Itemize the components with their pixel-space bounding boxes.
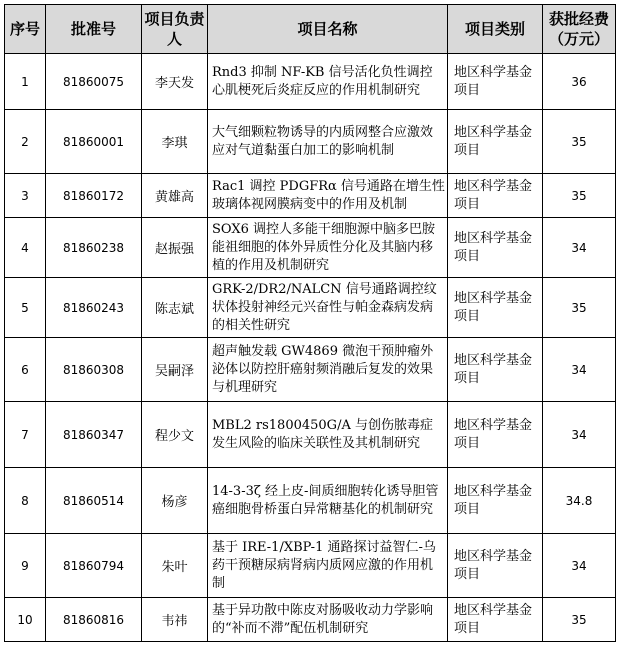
cell-approval-no: 81860238 — [46, 218, 142, 278]
table-row — [5, 218, 616, 278]
cell-category: 地区科学基金项目 — [448, 218, 543, 278]
cell-approval-no: 81860172 — [46, 174, 142, 218]
cell-leader: 韦祎 — [142, 598, 208, 642]
cell-approval-no: 81860816 — [46, 598, 142, 642]
cell-title: Rac1 调控 PDGFRα 信号通路在增生性玻璃体视网膜病变中的作用及机制 — [208, 174, 448, 218]
cell-approval-no: 81860794 — [46, 534, 142, 598]
cell-funding: 34 — [543, 338, 616, 402]
table-row — [5, 110, 616, 174]
cell-funding: 34 — [543, 402, 616, 468]
cell-funding: 35 — [543, 110, 616, 174]
table-row — [5, 402, 616, 468]
cell-leader: 李天发 — [142, 54, 208, 110]
cell-funding: 35 — [543, 598, 616, 642]
table-row — [5, 598, 616, 642]
cell-seq: 4 — [5, 218, 46, 278]
table-row — [5, 534, 616, 598]
cell-approval-no: 81860308 — [46, 338, 142, 402]
header-approval-no: 批准号 — [46, 5, 142, 54]
cell-funding: 34 — [543, 218, 616, 278]
cell-funding: 36 — [543, 54, 616, 110]
cell-approval-no: 81860514 — [46, 468, 142, 534]
cell-category: 地区科学基金项目 — [448, 534, 543, 598]
cell-title: Rnd3 抑制 NF-KB 信号活化负性调控心肌梗死后炎症反应的作用机制研究 — [208, 54, 448, 110]
header-funding: 获批经费（万元） — [543, 5, 616, 54]
header-leader: 项目负责人 — [142, 5, 208, 54]
cell-approval-no: 81860347 — [46, 402, 142, 468]
header-category: 项目类别 — [448, 5, 543, 54]
cell-category: 地区科学基金项目 — [448, 338, 543, 402]
cell-category: 地区科学基金项目 — [448, 110, 543, 174]
cell-seq: 8 — [5, 468, 46, 534]
cell-seq: 2 — [5, 110, 46, 174]
table-row — [5, 278, 616, 338]
cell-category: 地区科学基金项目 — [448, 54, 543, 110]
cell-title: 超声触发载 GW4869 微泡干预肿瘤外泌体以防控肝癌射频消融后复发的效果与机理研究 — [208, 338, 448, 402]
cell-funding: 35 — [543, 278, 616, 338]
cell-funding: 34 — [543, 534, 616, 598]
header-title: 项目名称 — [208, 5, 448, 54]
table-row — [5, 174, 616, 218]
cell-seq: 7 — [5, 402, 46, 468]
cell-leader: 杨彦 — [142, 468, 208, 534]
cell-category: 地区科学基金项目 — [448, 468, 543, 534]
cell-title: 14-3-3ζ 经上皮-间质细胞转化诱导胆管癌细胞骨桥蛋白异常糖基化的机制研究 — [208, 468, 448, 534]
cell-funding: 35 — [543, 174, 616, 218]
cell-seq: 5 — [5, 278, 46, 338]
table-row — [5, 338, 616, 402]
cell-approval-no: 81860075 — [46, 54, 142, 110]
cell-category: 地区科学基金项目 — [448, 598, 543, 642]
cell-approval-no: 81860001 — [46, 110, 142, 174]
cell-title: 基于异功散中陈皮对肠吸收动力学影响的“补而不滞”配伍机制研究 — [208, 598, 448, 642]
cell-seq: 1 — [5, 54, 46, 110]
cell-leader: 李琪 — [142, 110, 208, 174]
table-row — [5, 54, 616, 110]
cell-title: 基于 IRE-1/XBP-1 通路探讨益智仁-乌药干预糖尿病肾病内质网应激的作用机制 — [208, 534, 448, 598]
table-row — [5, 468, 616, 534]
cell-category: 地区科学基金项目 — [448, 174, 543, 218]
cell-funding: 34.8 — [543, 468, 616, 534]
cell-category: 地区科学基金项目 — [448, 402, 543, 468]
cell-leader: 吴嗣泽 — [142, 338, 208, 402]
cell-leader: 程少文 — [142, 402, 208, 468]
cell-title: 大气细颗粒物诱导的内质网整合应激效应对气道黏蛋白加工的影响机制 — [208, 110, 448, 174]
header-row — [5, 5, 616, 54]
cell-leader: 朱叶 — [142, 534, 208, 598]
funding-table — [4, 4, 616, 642]
cell-leader: 陈志斌 — [142, 278, 208, 338]
cell-title: SOX6 调控人多能干细胞源中脑多巴胺能祖细胞的体外异质性分化及其脑内移植的作用及机制研究 — [208, 218, 448, 278]
cell-seq: 6 — [5, 338, 46, 402]
cell-seq: 3 — [5, 174, 46, 218]
cell-title: GRK-2/DR2/NALCN 信号通路调控纹状体投射神经元兴奋性与帕金森病发病的相关性研究 — [208, 278, 448, 338]
cell-seq: 10 — [5, 598, 46, 642]
cell-title: MBL2 rs1800450G/A 与创伤脓毒症发生风险的临床关联性及其机制研究 — [208, 402, 448, 468]
cell-leader: 赵振强 — [142, 218, 208, 278]
cell-category: 地区科学基金项目 — [448, 278, 543, 338]
cell-seq: 9 — [5, 534, 46, 598]
cell-leader: 黄雄高 — [142, 174, 208, 218]
cell-approval-no: 81860243 — [46, 278, 142, 338]
header-seq: 序号 — [5, 5, 46, 54]
